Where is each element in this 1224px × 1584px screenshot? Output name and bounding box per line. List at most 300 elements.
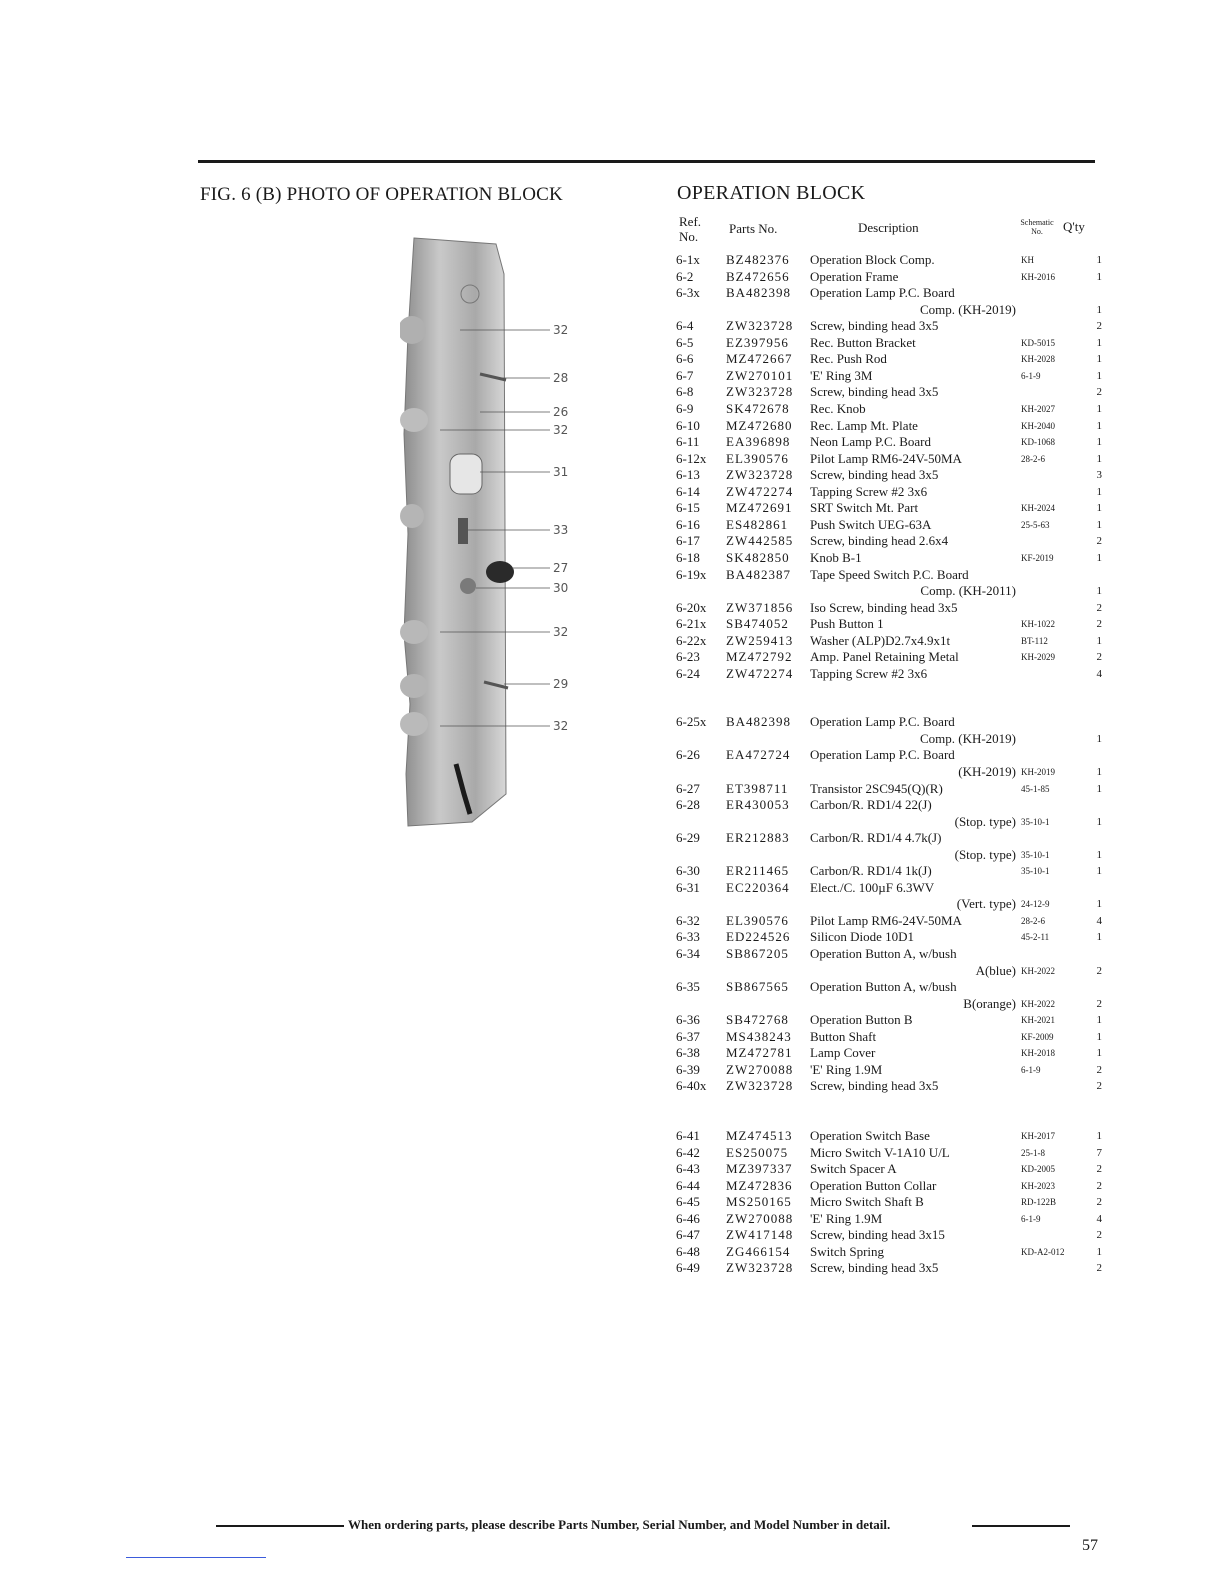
schematic-no: 35-10-1 (1021, 866, 1050, 877)
description-continuation: Comp. (KH-2019) (919, 730, 1016, 746)
parts-no: MZ397337 (726, 1161, 793, 1176)
ref-no: 6-21x (676, 616, 707, 632)
parts-no: MZ472781 (726, 1045, 793, 1061)
parts-row (676, 1078, 1106, 1094)
description: Tape Speed Switch P.C. Board (810, 566, 969, 582)
quantity: 4 (1096, 914, 1102, 927)
schematic-no: KH-2029 (1021, 652, 1055, 663)
schematic-no: KH-2023 (1021, 1180, 1055, 1191)
ref-no: 6-41 (676, 1127, 700, 1143)
header-ref-line1: Ref. (679, 214, 702, 229)
description: Operation Block Comp. (810, 252, 935, 267)
parts-no: ZG466154 (726, 1243, 791, 1259)
ref-no: 6-30 (676, 863, 700, 879)
parts-row (676, 335, 1106, 351)
tab (400, 408, 428, 432)
ref-no: 6-49 (676, 1260, 700, 1276)
description: Operation Button A, w/bush (810, 946, 957, 961)
schematic-no: 25-1-8 (1021, 1147, 1045, 1158)
description: Screw, binding head 3x5 (810, 1260, 939, 1276)
schematic-no: KF-2009 (1021, 1031, 1054, 1042)
parts-no: BA482398 (726, 285, 792, 301)
parts-no: SB867565 (726, 979, 789, 995)
quantity: 1 (1096, 518, 1102, 531)
ref-no: 6-48 (676, 1243, 700, 1259)
description: Iso Screw, binding head 3x5 (810, 599, 958, 615)
parts-no: ZW442585 (726, 533, 794, 549)
ref-no: 6-9 (676, 401, 694, 416)
callout-label: 32 (553, 625, 569, 639)
parts-row (676, 533, 1106, 549)
ref-no: 6-25x (676, 714, 707, 730)
parts-no: MS438243 (726, 1028, 792, 1044)
quantity: 1 (1096, 254, 1102, 266)
quantity: 1 (1096, 815, 1102, 828)
ref-no: 6-22x (676, 632, 707, 648)
schematic-no: KH-2021 (1021, 1015, 1055, 1026)
ref-no: 6-12x (676, 450, 707, 466)
header-description: Description (858, 220, 919, 235)
tab (400, 620, 428, 644)
parts-no: EC220364 (726, 879, 790, 895)
header-qty: Q'ty (1063, 219, 1085, 234)
schematic-no: 6-1-9 (1021, 1213, 1041, 1224)
schematic-no: KH (1021, 255, 1034, 265)
ref-no: 6-13 (676, 467, 700, 483)
quantity: 4 (1096, 667, 1102, 680)
ref-no: 6-28 (676, 797, 700, 813)
footer-rule-left (216, 1525, 344, 1527)
ref-no: 6-17 (676, 533, 700, 549)
parts-row (676, 550, 1106, 566)
parts-row (676, 252, 1106, 268)
description-continuation: (Stop. type) (954, 813, 1016, 829)
parts-row (676, 434, 1106, 450)
parts-row (676, 979, 1106, 995)
quantity: 1 (1096, 303, 1102, 316)
parts-row (676, 401, 1106, 417)
header-schematic-line2: No. (1031, 227, 1043, 236)
parts-row (676, 1062, 1106, 1078)
schematic-no: KH-1022 (1021, 619, 1055, 630)
quantity: 1 (1096, 1014, 1102, 1027)
footer-rule-right (972, 1525, 1070, 1527)
description-continuation: (KH-2019) (958, 764, 1016, 779)
quantity: 1 (1096, 1245, 1102, 1258)
parts-row (676, 929, 1106, 945)
parts-no: MZ472680 (726, 417, 793, 433)
schematic-no: RD-122B (1021, 1197, 1057, 1208)
callout-label: 32 (553, 719, 569, 733)
parts-no: ES482861 (726, 516, 789, 532)
parts-no: ZW371856 (726, 599, 794, 615)
parts-no: SK482850 (726, 549, 790, 565)
ref-no: 6-47 (676, 1227, 700, 1243)
parts-no: ZW417148 (726, 1227, 794, 1243)
parts-no: MZ472792 (726, 649, 793, 665)
schematic-no: 35-10-1 (1021, 849, 1050, 860)
quantity: 1 (1096, 353, 1102, 366)
parts-row (676, 467, 1106, 483)
quantity: 1 (1096, 336, 1102, 349)
parts-no: ZW323728 (726, 384, 794, 400)
ref-no: 6-1x (676, 252, 700, 267)
quantity: 2 (1096, 601, 1102, 614)
description: Elect./C. 100µF 6.3WV (810, 879, 935, 895)
quantity: 2 (1096, 386, 1102, 399)
ref-no: 6-18 (676, 549, 700, 565)
parts-no: ZW323728 (726, 1260, 794, 1276)
quantity: 1 (1096, 1047, 1102, 1060)
parts-row (676, 1128, 1106, 1144)
parts-no: MZ472691 (726, 500, 793, 516)
parts-row (676, 500, 1106, 516)
callout-label: 32 (553, 323, 569, 337)
schematic-no: KH-2017 (1021, 1130, 1055, 1141)
schematic-no: KH-2018 (1021, 1048, 1055, 1059)
description: Tapping Screw #2 3x6 (810, 665, 928, 681)
schematic-no: 45-2-11 (1021, 932, 1050, 943)
link-underline (126, 1557, 266, 1558)
parts-no: ED224526 (726, 929, 791, 945)
description: Tapping Screw #2 3x6 (810, 483, 928, 499)
parts-no: EA396898 (726, 434, 791, 450)
quantity: 1 (1096, 865, 1102, 878)
ref-no: 6-38 (676, 1045, 700, 1061)
parts-row (676, 616, 1106, 632)
description-continuation: A(blue) (975, 962, 1016, 978)
schematic-no: 24-12-9 (1021, 899, 1050, 910)
schematic-no: 25-5-63 (1021, 519, 1050, 530)
parts-row (676, 517, 1106, 533)
parts-no: ER212883 (726, 830, 790, 846)
description: Silicon Diode 10D1 (810, 929, 914, 945)
parts-row (676, 269, 1106, 285)
quantity: 7 (1096, 1146, 1102, 1159)
header-parts-no: Parts No. (729, 221, 778, 236)
description: Micro Switch V-1A10 U/L (810, 1144, 950, 1160)
ref-no: 6-32 (676, 912, 700, 928)
ref-no: 6-8 (676, 384, 694, 400)
parts-row (676, 368, 1106, 384)
resistor (460, 578, 476, 594)
schematic-no: KH-2022 (1021, 998, 1055, 1009)
ref-no: 6-39 (676, 1061, 700, 1077)
quantity: 1 (1096, 585, 1102, 597)
diode (458, 518, 468, 544)
parts-no: MS250165 (726, 1194, 792, 1210)
operation-block-photo (400, 234, 590, 830)
schematic-no: KD-1068 (1021, 437, 1055, 448)
callout (504, 677, 568, 691)
page-number: 57 (1082, 1537, 1098, 1554)
ref-no: 6-26 (676, 747, 700, 763)
parts-row (676, 1178, 1106, 1194)
ref-no: 6-37 (676, 1028, 700, 1044)
description: Switch Spring (810, 1243, 885, 1259)
schematic-no: KD-2005 (1021, 1164, 1055, 1174)
ref-no: 6-36 (676, 1012, 700, 1028)
description: Lamp Cover (810, 1045, 876, 1061)
description: Micro Switch Shaft B (810, 1194, 924, 1210)
ref-no: 6-35 (676, 979, 700, 995)
parts-no: ZW270088 (726, 1210, 794, 1226)
schematic-no: KH-2028 (1021, 354, 1055, 365)
description: Transistor 2SC945(Q)(R) (810, 780, 943, 796)
quantity: 1 (1096, 1129, 1102, 1142)
parts-row (676, 1260, 1106, 1276)
quantity: 1 (1096, 1030, 1102, 1043)
tab (400, 504, 424, 528)
description: 'E' Ring 1.9M (810, 1061, 883, 1077)
ref-no: 6-33 (676, 929, 700, 945)
parts-row (676, 1161, 1106, 1177)
quantity: 3 (1096, 469, 1102, 482)
quantity: 2 (1096, 651, 1102, 664)
description: Operation Lamp P.C. Board (810, 714, 955, 730)
description: Rec. Knob (810, 401, 866, 416)
parts-row (676, 797, 1106, 813)
quantity: 1 (1096, 766, 1102, 778)
description: Operation Lamp P.C. Board (810, 285, 955, 301)
ref-no: 6-16 (676, 516, 700, 532)
ref-no: 6-42 (676, 1144, 700, 1160)
ref-no: 6-40x (676, 1078, 707, 1094)
schematic-no: BT-112 (1021, 635, 1048, 646)
top-rule (198, 160, 1095, 163)
tab (400, 712, 428, 736)
parts-row (676, 747, 1106, 763)
ref-no: 6-29 (676, 830, 700, 846)
description: Operation Button B (810, 1012, 913, 1028)
ref-no: 6-7 (676, 367, 694, 383)
parts-row (676, 1045, 1106, 1061)
header-schematic-line1: Schematic (1020, 218, 1054, 227)
ref-no: 6-43 (676, 1161, 700, 1176)
parts-no: SB474052 (726, 616, 789, 632)
description: Rec. Lamp Mt. Plate (810, 417, 918, 433)
parts-no: BA482398 (726, 714, 792, 730)
schematic-no: 28-2-6 (1021, 915, 1045, 926)
schematic-no: KF-2019 (1021, 552, 1054, 563)
quantity: 2 (1096, 1229, 1102, 1242)
parts-no: ES250075 (726, 1144, 789, 1160)
parts-no: ZW259413 (726, 632, 794, 648)
parts-row (676, 863, 1106, 879)
callout-label: 29 (553, 677, 569, 691)
parts-row (676, 285, 1106, 301)
description: Screw, binding head 3x5 (810, 1078, 939, 1094)
parts-row (676, 1227, 1106, 1243)
ref-no: 6-20x (676, 599, 707, 615)
parts-no: BA482387 (726, 566, 792, 582)
ref-no: 6-11 (676, 434, 700, 450)
quantity: 1 (1096, 485, 1102, 498)
parts-no: MZ474513 (726, 1127, 793, 1143)
ref-no: 6-4 (676, 318, 694, 334)
quantity: 2 (1096, 618, 1102, 631)
parts-no: BZ472656 (726, 268, 790, 284)
schematic-no: KH-2022 (1021, 965, 1055, 976)
quantity: 1 (1096, 452, 1102, 465)
callout-label: 27 (553, 561, 569, 575)
description-continuation: Comp. (KH-2011) (920, 583, 1016, 598)
schematic-no: KH-2040 (1021, 420, 1055, 431)
callout (512, 561, 568, 575)
description: Rec. Button Bracket (810, 334, 916, 350)
parts-row (676, 880, 1106, 896)
quantity: 2 (1096, 1080, 1102, 1093)
parts-no: EL390576 (726, 912, 789, 928)
quantity: 1 (1096, 270, 1102, 283)
ref-no: 6-24 (676, 665, 700, 681)
parts-row (676, 567, 1106, 583)
description: Washer (ALP)D2.7x4.9x1t (810, 632, 951, 648)
description: Rec. Push Rod (810, 351, 887, 367)
schematic-no: KH-2024 (1021, 503, 1055, 514)
description: Operation Lamp P.C. Board (810, 747, 955, 763)
parts-no: BZ482376 (726, 252, 790, 267)
ref-no: 6-31 (676, 879, 700, 895)
description: Screw, binding head 3x5 (810, 318, 939, 334)
footer-note: When ordering parts, please describe Parts Number, Serial Number, and Model Number in detail. (348, 1517, 891, 1532)
schematic-no: 28-2-6 (1021, 453, 1045, 464)
description-continuation: B(orange) (963, 995, 1016, 1011)
description: Operation Switch Base (810, 1127, 930, 1143)
parts-row (676, 946, 1106, 962)
ref-no: 6-14 (676, 483, 700, 499)
parts-row (676, 633, 1106, 649)
parts-row (676, 666, 1106, 682)
quantity: 1 (1096, 502, 1102, 515)
parts-no: ZW472274 (726, 665, 794, 681)
parts-row (676, 781, 1106, 797)
ref-no: 6-44 (676, 1177, 700, 1193)
schematic-no: KD-A2-012 (1021, 1246, 1065, 1257)
parts-no: EL390576 (726, 450, 789, 466)
parts-row (676, 1029, 1106, 1045)
header-ref-line2: No. (679, 229, 699, 244)
description: Screw, binding head 3x5 (810, 384, 939, 400)
parts-no: ET398711 (726, 780, 789, 796)
description: Carbon/R. RD1/4 22(J) (810, 797, 932, 813)
quantity: 1 (1096, 634, 1102, 647)
ref-no: 6-6 (676, 351, 694, 367)
description-continuation: (Vert. type) (956, 896, 1016, 912)
quantity: 1 (1096, 551, 1102, 564)
ref-no: 6-10 (676, 417, 700, 433)
parts-row (676, 418, 1106, 434)
parts-no: MZ472836 (726, 1177, 793, 1193)
ref-no: 6-19x (676, 566, 707, 582)
parts-row (676, 1194, 1106, 1210)
schematic-no: KH-2019 (1021, 767, 1055, 777)
description: Operation Button Collar (810, 1177, 937, 1193)
parts-row (676, 351, 1106, 367)
parts-row (676, 1145, 1106, 1161)
parts-no: ZW270088 (726, 1061, 794, 1077)
callout-label: 31 (553, 465, 569, 479)
description: Knob B-1 (810, 549, 862, 565)
description: Neon Lamp P.C. Board (810, 434, 931, 450)
description: Carbon/R. RD1/4 1k(J) (810, 863, 932, 879)
quantity: 2 (1096, 1262, 1102, 1275)
parts-no: ZW323728 (726, 1078, 794, 1094)
quantity: 2 (1096, 320, 1102, 333)
quantity: 2 (1096, 535, 1102, 548)
description: Push Button 1 (810, 616, 884, 632)
description: Carbon/R. RD1/4 4.7k(J) (810, 830, 942, 846)
description: Operation Frame (810, 268, 899, 284)
callout-label: 32 (553, 423, 569, 437)
parts-no: SB867205 (726, 946, 789, 961)
parts-no: ER430053 (726, 797, 790, 813)
parts-row (676, 451, 1106, 467)
description: Screw, binding head 3x5 (810, 467, 939, 483)
schematic-no: 6-1-9 (1021, 1064, 1041, 1075)
quantity: 2 (1096, 1179, 1102, 1192)
parts-row (676, 1012, 1106, 1028)
description: Push Switch UEG-63A (810, 516, 932, 532)
ref-no: 6-45 (676, 1194, 700, 1210)
callout (500, 371, 568, 385)
parts-no: ZW472274 (726, 483, 794, 499)
description: SRT Switch Mt. Part (810, 500, 919, 516)
parts-row (676, 384, 1106, 400)
description: 'E' Ring 1.9M (810, 1210, 883, 1226)
parts-row (676, 318, 1106, 334)
description-continuation: (Stop. type) (954, 846, 1016, 862)
quantity: 1 (1096, 931, 1102, 944)
quantity: 2 (1096, 1196, 1102, 1209)
quantity: 1 (1096, 419, 1102, 432)
ref-no: 6-27 (676, 780, 700, 796)
section-title: OPERATION BLOCK (677, 182, 866, 204)
quantity: 2 (1096, 1163, 1102, 1175)
parts-row (676, 1244, 1106, 1260)
description: Pilot Lamp RM6-24V-50MA (810, 450, 962, 466)
ref-no: 6-46 (676, 1210, 700, 1226)
quantity: 2 (1096, 964, 1102, 977)
parts-no: EA472724 (726, 747, 791, 763)
schematic-no: KD-5015 (1021, 337, 1055, 348)
quantity: 4 (1096, 1212, 1102, 1225)
ref-no: 6-3x (676, 285, 700, 301)
quantity: 2 (1096, 997, 1102, 1010)
description: Button Shaft (810, 1028, 877, 1044)
quantity: 1 (1096, 732, 1102, 745)
description: 'E' Ring 3M (810, 367, 873, 383)
description: Switch Spacer A (810, 1161, 897, 1176)
tab (400, 674, 428, 698)
transistor (486, 561, 514, 583)
figure-title: FIG. 6 (B) PHOTO OF OPERATION BLOCK (200, 184, 563, 205)
description: Amp. Panel Retaining Metal (810, 649, 959, 665)
callout-label: 33 (553, 523, 569, 537)
ref-no: 6-34 (676, 946, 700, 961)
callout-label: 30 (553, 581, 569, 595)
description: Pilot Lamp RM6-24V-50MA (810, 912, 962, 928)
schematic-no: 45-1-85 (1021, 783, 1050, 794)
parts-row (676, 649, 1106, 665)
quantity: 2 (1096, 1063, 1102, 1076)
schematic-no: KH-2016 (1021, 271, 1055, 282)
description: Operation Button A, w/bush (810, 979, 957, 995)
parts-no: ZW270101 (726, 367, 794, 383)
parts-row (676, 1211, 1106, 1227)
description-continuation: Comp. (KH-2019) (919, 301, 1016, 317)
description: Screw, binding head 3x15 (810, 1227, 945, 1243)
